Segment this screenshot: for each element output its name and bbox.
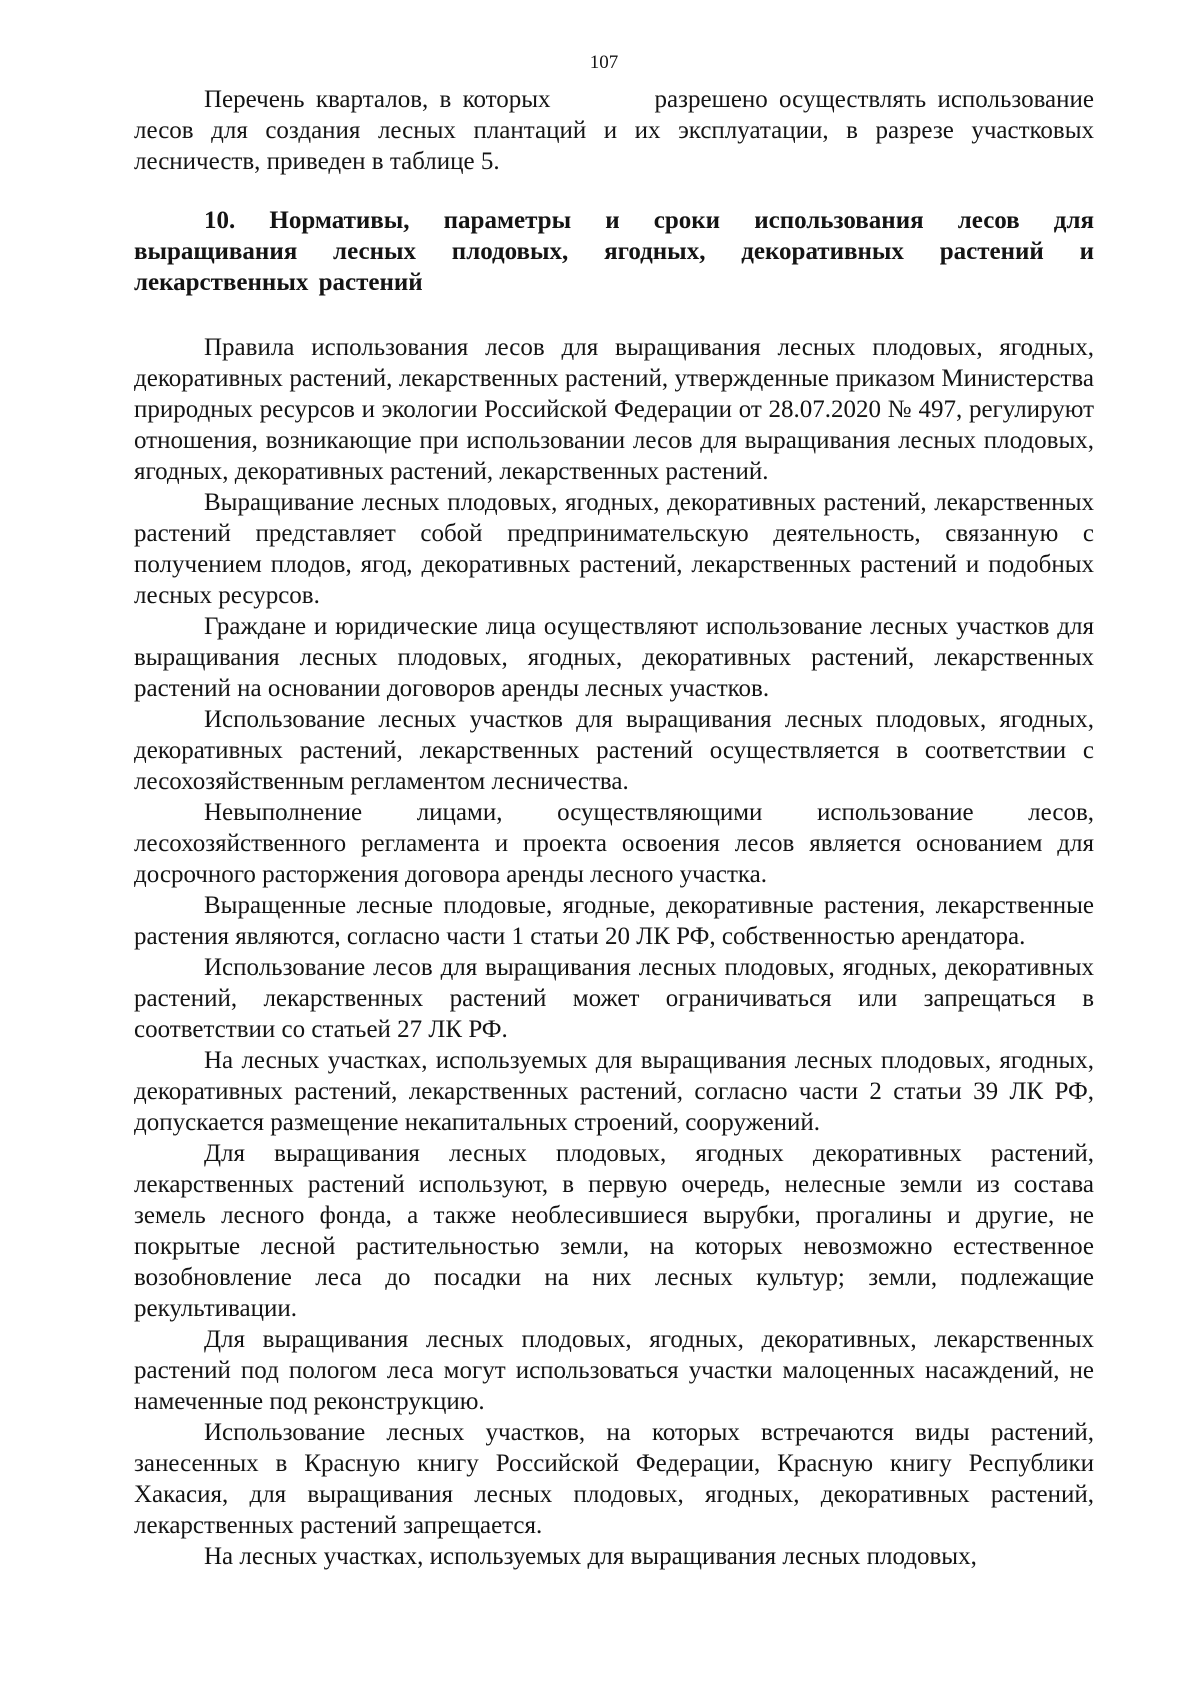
page-number: 107 <box>589 52 619 73</box>
body-paragraph: Невыполнение лицами, осуществляющими использование лесов, лесохозяйственного регламента и проекта освоения лесов является основанием для досрочного расторжения договора аренды лесного участка. <box>134 799 1094 888</box>
body-paragraph: Использование лесных участков для выращивания лесных плодовых, ягодных, декоративных растений, лекарственных растений осуществляется в соответствии с лесохозяйственным регламентом лесничества. <box>134 706 1094 795</box>
body-paragraph: Для выращивания лесных плодовых, ягодных, декоративных, лекарственных растений под пологом леса могут использоваться участки малоценных насаждений, не намеченные под реконструкцию. <box>134 1326 1094 1415</box>
section-heading: 10. Нормативы, параметры и сроки использования лесов для выращивания лесных плодовых, ягодных, декоративных растений и лекарственных растений <box>134 207 1094 296</box>
body-paragraph: Выращивание лесных плодовых, ягодных, декоративных растений, лекарственных растений представляет собой предпринимательскую деятельность, связанную с получением плодов, ягод, декоративных растений, лекарственных растений и подобных лесных ресурсов. <box>134 489 1094 609</box>
body-paragraph: Граждане и юридические лица осуществляют использование лесных участков для выращивания лесных плодовых, ягодных, декоративных растений, лекарственных растений на основании договоров аренды лесных участков. <box>134 613 1094 702</box>
body-paragraph: Выращенные лесные плодовые, ягодные, декоративные растения, лекарственные растения являются, согласно части 1 статьи 20 ЛК РФ, собственностью арендатора. <box>134 892 1094 950</box>
intro-text-part2: разрешено осуществлять использование лесов для создания лесных плантаций и их эксплуатации, в разрезе участковых лесничеств, приведен в таблице 5. <box>134 86 1095 175</box>
body-paragraph: Для выращивания лесных плодовых, ягодных декоративных растений, лекарственных растений используют, в первую очередь, нелесные земли из состава земель лесного фонда, а также необлесившиеся вырубки, прогалины и другие, не покрытые лесной растительностью земли, на которых невозможно естественное возобновление леса до посадки на них лесных культур; земли, подлежащие рекультивации. <box>134 1140 1094 1322</box>
body-paragraph: На лесных участках, используемых для выращивания лесных плодовых, ягодных, декоративных растений, лекарственных растений, согласно части 2 статьи 39 ЛК РФ, допускается размещение некапитальных строений, сооружений. <box>134 1047 1094 1136</box>
intro-paragraph <box>134 84 1094 177</box>
body-paragraph: Правила использования лесов для выращивания лесных плодовых, ягодных, декоративных растений, лекарственных растений, утвержденные приказом Министерства природных ресурсов и экологии Российской Федерации от 28.07.2020 № 497, регулируют отношения, возникающие при использовании лесов для выращивания лесных плодовых, ягодных, декоративных растений, лекарственных растений. <box>134 334 1094 485</box>
body-paragraph: На лесных участках, используемых для выращивания лесных плодовых, <box>204 1543 977 1570</box>
body-paragraph: Использование лесных участков, на которых встречаются виды растений, занесенных в Красную книгу Российской Федерации, Красную книгу Республики Хакасия, для выращивания лесных плодовых, ягодных, декоративных растений, лекарственных растений запрещается. <box>134 1419 1094 1539</box>
page-content <box>134 84 1094 1572</box>
body-paragraph: Использование лесов для выращивания лесных плодовых, ягодных, декоративных растений, лекарственных растений может ограничиваться или запрещаться в соответствии со статьей 27 ЛК РФ. <box>134 954 1094 1043</box>
intro-text-part1: Перечень кварталов, в которых <box>204 86 551 113</box>
